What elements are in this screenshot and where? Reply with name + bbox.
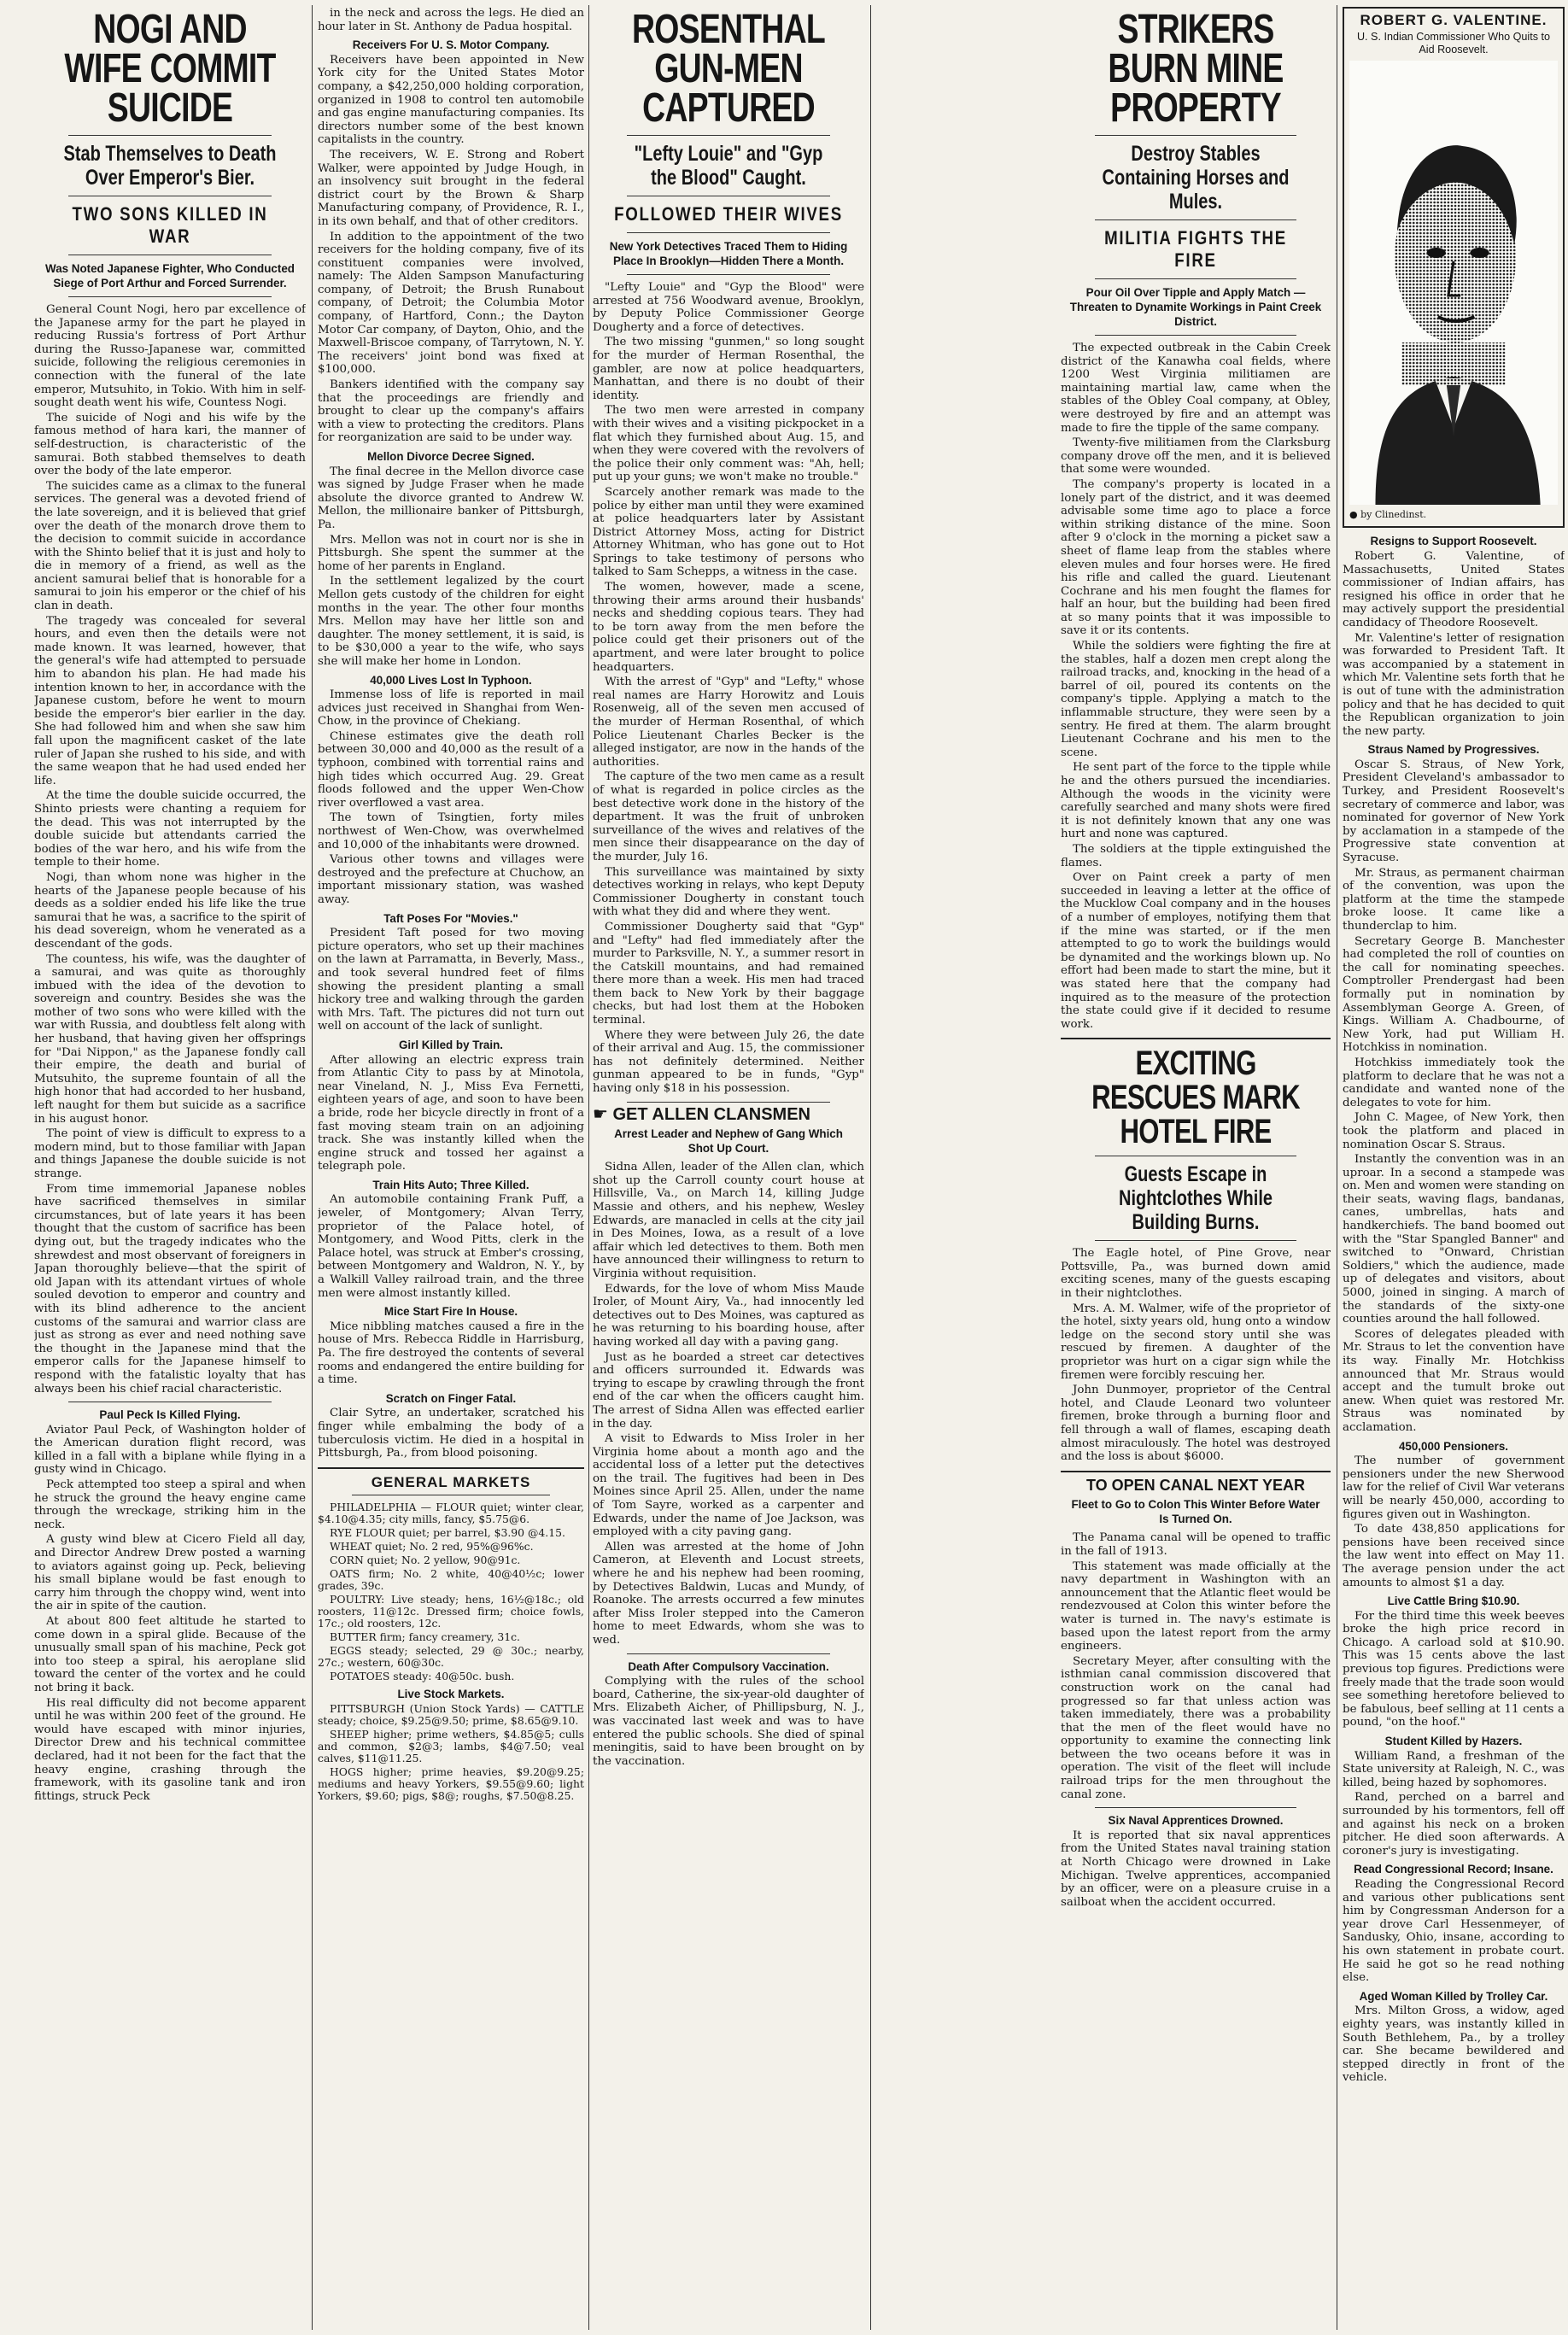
market-line: PHILADELPHIA — FLOUR quiet; winter clear, $4.10@4.35; city mills, fancy, $5.75@6. <box>318 1501 584 1526</box>
markets-head: GENERAL MARKETS <box>371 1473 531 1490</box>
paragraph: Oscar S. Straus, of New York, President Cleveland's ambassador to Turkey, and President Roosevelt's secretary of commerce and labor, was nominated for governor of New York by acclamation in a stampede of the Progressive state convention at Syracuse. <box>1343 758 1565 865</box>
subhead2-strikers: MILITIA FIGHTS THE FIRE <box>1104 227 1287 271</box>
paragraph: Chinese estimates give the death roll between 30,000 and 40,000 as the result of a typhoon, combined with torrential rains and high tides which occurred Aug. 29. Great floods followed and the upper Wen-Chow river overflowed a vast area. <box>318 729 584 810</box>
section-head-cattle: Live Cattle Bring $10.90. <box>1387 1595 1520 1608</box>
column-rule <box>588 5 589 2330</box>
paragraph: Secretary George B. Manchester had completed the roll of counties on the call for nominating speeches. Comptroller Prendergast had been formally put in nomination by Assemblyman George A. Green, of Kings. William A. Chadbourne, of New York, had put William H. Hotchkiss in nomination. <box>1343 934 1565 1055</box>
section-head-hazers: Student Killed by Hazers. <box>1384 1735 1523 1748</box>
paragraph: Hotchkiss immediately took the platform to declare that he was not a candidate and wanted none of the delegates to vote for him. <box>1343 1056 1565 1109</box>
paragraph: He sent part of the force to the tipple while he and the others pursued the incendiaries. Although the woods in the vicinity were carefully searched and many shots were fired it is not definitely known that any one was hurt and none was captured. <box>1061 761 1331 841</box>
section-head-livestock: Live Stock Markets. <box>397 1688 505 1701</box>
paragraph: The number of government pensioners under the new Sherwood law for the relief of Civil War veterans will be nearly 450,000, according to figures given out in Washington. <box>1343 1454 1565 1521</box>
paragraph: A gusty wind blew at Cicero Field all day, and Director Andrew Drew posted a warning to aviators against going up. Peck, believing his small biplane would be fast enough to carry him through the choppy wind, went into the air in spite of the caution. <box>34 1533 306 1613</box>
paragraph: While the soldiers were fighting the fire at the stables, half a dozen men crept along the railroad tracks, and, knocking in the head of a barrel of oil, poured its contents on the company's tipple. Applying a match to the inflammable structure, they were seen by a sentry. He fired at them. The alarm brought Lieutenant Cochrane and his men to the scene. <box>1061 640 1331 759</box>
headline-allen <box>593 1104 864 1124</box>
pointing-hand-icon: ☛ <box>593 1104 608 1124</box>
deck-strikers: Pour Oil Over Tipple and Apply Match — Threaten to Dynamite Workings in Paint Creek District. <box>1069 286 1322 328</box>
headline-canal: TO OPEN CANAL NEXT YEAR <box>1085 1476 1306 1494</box>
paragraph: John Dunmoyer, proprietor of the Central hotel, and Claude Leonard two volunteer firemen, broke through a burning floor and fell through a wall of flames, escaping death almost miraculously. The hotel was destroyed and the loss is about $6000. <box>1061 1384 1331 1464</box>
paragraph: The two men were arrested in company with their wives and a visiting pickpocket in a flat which they furnished about Aug. 15, and when they were covered with the revolvers of the police their only comment was: "Ah, hell; put up your guns; we won't make no trouble." <box>593 404 864 484</box>
paragraph: Sidna Allen, leader of the Allen clan, which shot up the Carroll county court house at Hillsville, Va., on March 14, killing Judge Massie and others, and his nephew, Wesley Edwards, are manacled in cells at the city jail in Des Moines, Iowa, as a result of a love affair which led detectives to them. Both men have announced their willingness to return to Virginia without requisition. <box>593 1161 864 1280</box>
paragraph: Mrs. Mellon was not in court nor is she in Pittsburgh. She spent the summer at the home of her parents in England. <box>318 533 584 573</box>
column-rosenthal <box>593 7 864 2328</box>
paragraph: Mrs. A. M. Walmer, wife of the proprietor of the hotel, sixty years old, hung onto a window ledge on the second story until she was rescued by firemen. A daughter of the proprietor was hurt on a cigar sign while the firemen were forcibly rescuing her. <box>1061 1302 1331 1382</box>
paragraph: The Panama canal will be opened to traffic in the fall of 1913. <box>1061 1531 1331 1558</box>
paragraph: Receivers have been appointed in New York city for the United States Motor company, a $42,250,000 holding corporation, organized in 1908 to control ten automobile and gas engine manufacturing companies. Its directors number some of the best known capitalists in the country. <box>318 53 584 147</box>
subhead2-nogi: TWO SONS KILLED IN WAR <box>72 203 268 247</box>
paragraph: The point of view is difficult to express to a modern mind, but to those familiar with Japan and things Japanese the double suicide is not strange. <box>34 1127 306 1180</box>
deck-nogi: Was Noted Japanese Fighter, Who Conducted Siege of Port Arthur and Forced Surrender. <box>45 262 295 290</box>
paragraph: Commissioner Dougherty said that "Gyp" and "Lefty" had fled immediately after the murder to Parksville, N. Y., a summer resort in the Catskill mountains, and had remained there more than a week. His men had traced them back to New York by their baggage checks, but had lost them at the Hoboken terminal. <box>593 920 864 1027</box>
paragraph: The town of Tsingtien, forty miles northwest of Wen-Chow, was overwhelmed and 10,000 of the inhabitants were drowned. <box>318 811 584 851</box>
paragraph: Mr. Straus, as permanent chairman of the convention, was upon the platform at the time the stampede broke loose. It came like a thunderclap to him. <box>1343 866 1565 933</box>
subhead-strikers: Destroy Stables Containing Horses and Mules. <box>1102 142 1290 214</box>
paragraph: After allowing an electric express train from Atlantic City to pass by at Minotola, near Vineland, N. J., Miss Eva Fernetti, eighteen years of age, and soon to have been a bride, rode her bicycle directly in front of a fast moving steam train on an adjoining track. She was instantly killed when the engine struck and tossed her against a telegraph pole. <box>318 1053 584 1173</box>
market-line: WHEAT quiet; No. 2 red, 95%@96%c. <box>330 1540 534 1554</box>
paragraph: Allen was arrested at the home of John Cameron, at Eleventh and Locust streets, where he and his nephew had been rooming, by Detectives Baldwin, Lucas and Mundy, of Roanoke. The arrests occurred a few minutes after Miss Iroler stepped into the Cameron home to meet Edwards, whom she was to wed. <box>593 1540 864 1647</box>
column-valentine <box>1343 7 1565 2328</box>
paragraph: Bankers identified with the company say that the proceedings are friendly and brought to clear up the company's affairs with a view to protecting the creditors. Plans for reorganization are said to be under way. <box>318 378 584 445</box>
headline-nogi: NOGI AND WIFE COMMIT SUICIDE <box>64 7 276 131</box>
paragraph: In the settlement legalized by the court Mellon gets custody of the children for eight months in the year. The other four months Mrs. Mellon may have her little son and daughter. The money settlement, it is said, is to be $30,000 a year to the wife, who says she will make her home in London. <box>318 575 584 668</box>
paragraph: Where they were between July 26, the date of their arrival and Aug. 15, the commissioner has not definitely determined. Neither gunman appeared to be in funds, "Gyp" having only $18 in his possession. <box>593 1028 864 1096</box>
market-line: HOGS higher; prime heavies, $9.20@9.25; mediums and heavy Yorkers, $9.55@9.60; light Yorkers, $9.60; pigs, $8@; roughs, $7.50@8.25. <box>318 1764 584 1802</box>
column-rule <box>312 5 313 2330</box>
paragraph: This statement was made officially at the navy department in Washington with an announcement that the Atlantic fleet would be rendezvoused at Colon this winter before the water is turned in. The navy's estimate is based upon the latest report from the army engineers. <box>1061 1560 1331 1653</box>
paragraph: Over on Paint creek a party of men succeeded in leaving a letter at the office of the Mucklow Coal company and in the houses of a number of employes, notifying them that if the mine was started, or if the men attempted to go to work the buildings would be dynamited and the workings blown up. No effort had been made to start the mine, but it was stated here that the company had inquired as to the measure of the protection the state could give if it decided to resume work. <box>1061 871 1331 1031</box>
section-head-auto: Train Hits Auto; Three Killed. <box>372 1178 529 1191</box>
paragraph: Instantly the convention was in an uproar. In a second a stampede was on. Men and women were standing on their seats, waving flags, bandanas, canes, umbrellas, hats and handkerchiefs. The band boomed out with the "Star Spangled Banner" and switched to "Onward, Christian Soldiers," which the audience, made up of delegates and visitors, about 5000, joined in singing. A march of the standards of the sixty-one counties around the hall followed. <box>1343 1153 1565 1326</box>
section-head-vaccination: Death After Compulsory Vaccination. <box>628 1659 829 1673</box>
markets-list <box>318 1501 584 1682</box>
headline-strikers: STRIKERS BURN MINE PROPERTY <box>1108 7 1284 131</box>
paragraph: Immense loss of life is reported in mail advices just received in Shanghai from Wen-Chow, in the province of Chekiang. <box>318 688 584 729</box>
paragraph: This surveillance was maintained by sixty detectives working in relays, who kept Deputy Commissioner Dougherty in constant touch with what they did and where they went. <box>593 865 864 919</box>
paragraph: The receivers, W. E. Strong and Robert Walker, were appointed by Judge Hough, in an insolvency suit brought in the federal district court by the Brown & Sharp Manufacturing company, of Providence, R. I., in its own behalf, and that of other creditors. <box>318 148 584 228</box>
section-head-taft: Taft Poses For "Movies." <box>383 911 518 925</box>
section-head-girl: Girl Killed by Train. <box>398 1038 504 1051</box>
paragraph: Clair Sytre, an undertaker, scratched his finger while embalming the body of a tuberculosis victim. He died in a hospital in Pittsburgh, Pa., from blood poisoning. <box>318 1407 584 1460</box>
paragraph: From time immemorial Japanese nobles have sacrificed themselves in similar circumstances, but of late years it has been thought that the custom of sacrifice has been dying out, but the tragedy indicates who the shrewdest and most observant of foreigners in Japan thoroughly believe—that the spirit of old Japan with its attendant virtues of whole souled devotion to emperor and country and with its blind adherence to the ancient customs of the samurai and warrior class are just as strong as ever and need nothing save the thought in the Japanese mind that the emperor calls for the Japanese himself to respond with the fatalistic loyalty that has always been his chief racial characteristic. <box>34 1182 306 1396</box>
paragraph: A visit to Edwards to Miss Iroler in her Virginia home about a month ago and the accidental loss of a letter put the detectives on the trail. The fugitives had been in Des Moines since April 25. Allen, under the name of Tom Sayre, worked as a carpenter and Edwards, under the name of Joe Jackson, was employed with a city paving gang. <box>593 1432 864 1539</box>
paragraph: The two missing "gunmen," so long sought for the murder of Herman Rosenthal, the gambler, are now at police headquarters, Manhattan, and there is no doubt of their identity. <box>593 336 864 402</box>
paragraph: Just as he boarded a street car detectives and officers surrounded it. Edwards was trying to escape by crawling through the front end of the car when the officers caught him. The arrest of Sidna Allen was effected earlier in the day. <box>593 1350 864 1431</box>
paragraph: The suicide of Nogi and his wife by the famous method of hara kari, the manner of self-destruction, is characteristic of the samurai. Both stabbed themselves to death over the body of the late emperor. <box>34 411 306 478</box>
section-head-motor: Receivers For U. S. Motor Company. <box>352 38 550 52</box>
paragraph: General Count Nogi, hero par excellence of the Japanese army for the part he played in reducing Russia's fortress of Port Arthur during the Russo-Japanese war, committed suicide, following the religious ceremonies in connection with the funeral of the late emperor, Mutsuhito, in Tokio. With him in self-sought death went his wife, Countess Nogi. <box>34 303 306 410</box>
paragraph: The tragedy was concealed for several hours, and even then the details were not made known. It was learned, however, that the general's wife had attempted to persuade him to abandon his plan. He had made his intention known to her, in accordance with the Japanese custom, before he went to mourn beside the emperor's bier earlier in the day. She had followed him and when she saw him fall upon the magnificent casket of the late ruler of Japan she rushed to his side, and with the same weapon that he had used ended her life. <box>34 614 306 787</box>
subhead-hotel: Guests Escape in Nightclothes While Building Burns. <box>1119 1162 1273 1235</box>
section-head-navy: Six Naval Apprentices Drowned. <box>1108 1814 1284 1828</box>
paragraph: The women, however, made a scene, throwing their arms around their husbands' necks and shedding copious tears. They had to be torn away from the men before the police could get their prisoners out of the apartment, and were later brought to police headquarters. <box>593 581 864 674</box>
paragraph: Twenty-five militiamen from the Clarksburg company drove off the men, and it is believed that some were wounded. <box>1061 436 1331 477</box>
paragraph: His real difficulty did not become apparent until he was within 200 feet of the ground. He would have escaped with minor injuries, Director Drew and his technical committee declared, had it not been for the fact that the heavy engine, crashing through the framework, with its gasoline tank and iron fittings, struck Peck <box>34 1696 306 1803</box>
paragraph: Scores of delegates pleaded with Mr. Straus to let the convention have its way. Finally Mr. Hotchkiss announced that Mr. Straus would accept and the tumult broke out anew. When quiet was restored Mr. Straus was nominated by acclamation. <box>1343 1327 1565 1434</box>
section-head-pension: 450,000 Pensioners. <box>1398 1439 1509 1453</box>
paragraph: William Rand, a freshman of the State university at Raleigh, N. C., was killed, being hazed by sophomores. <box>1343 1749 1565 1789</box>
paragraph: Edwards, for the love of whom Miss Maude Iroler, of Mount Airy, Va., had innocently led detectives out to Des Moines, was captured as he was returning to his boarding house, after having worked all day with a paving gang. <box>593 1282 864 1349</box>
section-head-resigns: Resigns to Support Roosevelt. <box>1370 535 1537 548</box>
paragraph: Mice nibbling matches caused a fire in the house of Mrs. Rebecca Riddle in Harrisburg, Pa. The fire destroyed the contents of several rooms and endangered the entire building for a time. <box>318 1320 584 1387</box>
paragraph: Rand, perched on a barrel and surrounded by his tormentors, fell off and against his neck on a broken pitcher. He died soon afterwards. A coroner's jury is investigating. <box>1343 1791 1565 1858</box>
section-head-finger: Scratch on Finger Fatal. <box>385 1391 517 1405</box>
market-line: BUTTER firm; fancy creamery, 31c. <box>330 1630 520 1644</box>
deck-canal: Fleet to Go to Colon This Winter Before Water Is Turned On. <box>1071 1498 1320 1526</box>
photo-credit-text: by Clinedinst. <box>1360 508 1427 520</box>
paragraph: The countess, his wife, was the daughter of a samurai, and was quite as thoroughly imbued with the idea of the devotion to sovereign and country. Besides she was the mother of two sons who were killed with the war with Russia, and doubtless felt along with her husband, that having given her offsprings for "Dai Nippon," as the Japanese fondly call their empire, the death and burial of Mutsuhito, the supreme fountain of all the high honor that had accorded to her husband, left naught for them but suicide as a sacrifice in his august honor. <box>34 952 306 1126</box>
headline-hotel: EXCITING RESCUES MARK HOTEL FIRE <box>1091 1045 1300 1151</box>
deck-allen: Arrest Leader and Nephew of Gang Which Shot Up Court. <box>614 1127 843 1156</box>
portrait-photo <box>1349 61 1558 505</box>
paragraph: The suicides came as a climax to the funeral services. The general was a devoted friend of the late sovereign, and it is believed that grief over the death of the monarch drove them to the decision to commit suicide in accordance with the Shinto belief that it is just and holy to die in memory of a friend, as well as the ancient samurai belief that is honorable for a samurai to join his emperor or the chief of his clan in death. <box>34 479 306 613</box>
portrait-title: ROBERT G. VALENTINE. <box>1360 12 1548 28</box>
paragraph: The soldiers at the tipple extinguished the flames. <box>1061 842 1331 869</box>
column-briefs <box>318 7 584 2328</box>
section-head-straus: Straus Named by Progressives. <box>1367 743 1540 757</box>
portrait-illustration <box>1349 61 1558 505</box>
subhead-rosenthal: "Lefty Louie" and "Gyp the Blood" Caught. <box>634 142 823 190</box>
paragraph: Aviator Paul Peck, of Washington holder of the American duration flight record, was killed in a fall with a biplane while flying in a gusty wind in Chicago. <box>34 1423 306 1477</box>
paragraph: Robert G. Valentine, of Massachusetts, United States commissioner of Indian affairs, has resigned his office in order that he may actively support the presidential candidacy of Theodore Roosevelt. <box>1343 549 1565 629</box>
paragraph: President Taft posed for two moving picture operators, who set up their machines on the lawn at Parramatta, in Beverly, Mass., and took several hundred feet of films showing the president planting a small hickory tree and walking through the garden with Mrs. Taft. The pictures did not turn out well on account of the lack of sunlight. <box>318 927 584 1033</box>
section-head-mice: Mice Start Fire In House. <box>383 1305 518 1319</box>
market-line: EGGS steady; selected, 29 @ 30c.; nearby, 27c.; western, 60@30c. <box>318 1644 584 1670</box>
paragraph: in the neck and across the legs. He died an hour later in St. Anthony de Padua hospital. <box>318 7 584 33</box>
paragraph: The capture of the two men came as a result of what is regarded in police circles as the best detective work done in the history of the department. It was the fruit of unbroken surveillance of the wives and relatives of the men since their disappearance on the day of the murder, July 16. <box>593 770 864 863</box>
paragraph: To date 438,850 applications for pensions have been received since the law went into effect on May 11. The average pension under the act amounts to almost $1 a day. <box>1343 1523 1565 1589</box>
market-line: CORN quiet; No. 2 yellow, 90@91c. <box>330 1554 521 1567</box>
section-head-mellon: Mellon Divorce Decree Signed. <box>367 450 535 463</box>
column-rule <box>870 5 871 2330</box>
subhead-nogi: Stab Themselves to Death Over Emperor's Bier. <box>63 142 277 190</box>
section-head-trolley: Aged Woman Killed by Trolley Car. <box>1359 1989 1548 2003</box>
paragraph: Scarcely another remark was made to the police by either man until they were examined at police headquarters later by Assistant District Attorney Moss, acting for District Attorney Whitman, who has gone out to Hot Springs to take testimony of persons who talked to Sam Schepps, a witness in the case. <box>593 485 864 579</box>
paragraph: Reading the Congressional Record and various other publications sent him by Congressman Anderson for a year drove Carl Hessenmeyer, of Sandusky, Ohio, insane, according to his own statement in probate court. He said he got so he read nothing else. <box>1343 1877 1565 1985</box>
paragraph: In addition to the appointment of the two receivers for the holding company, five of its constituent companies were involved, namely: The Alden Sampson Manufacturing company, of Detroit; the Brush Runabout company, of Detroit; the Columbia Motor company, of Hartford, Conn.; the Dayton Motor Car company, of Dayton, Ohio, and the Maxwell-Briscoe company, of Tarrytown, N. Y. The receivers' joint bond was fixed at $100,000. <box>318 230 584 377</box>
paragraph: For the third time this week beeves broke the high price record in Chicago. A carload sold at $10.90. This was 15 cents above the last previous top figures. Predictions were freely made that the trade soon would see something heretofore believed to be fabulous, beef selling at 11 cents a pound, "on the hoof." <box>1343 1609 1565 1729</box>
section-head-peck: Paul Peck Is Killed Flying. <box>99 1408 241 1422</box>
paragraph: John C. Magee, of New York, then took the platform and placed in nomination Oscar S. Straus. <box>1343 1111 1565 1151</box>
paragraph: Mrs. Milton Gross, a widow, aged eighty years, was instantly killed in South Bethlehem, Pa., by a trolley car. She became bewildered and stepped directly in front of the vehicle. <box>1343 2004 1565 2085</box>
paragraph: Secretary Meyer, after consulting with the isthmian canal commission discovered that construction work on the canal had progressed so far that unless action was taken immediately, there was a probability that the men of the fleet would have no opportunity to examine the connecting link between the two oceans before it was in operation. The visit of the fleet will include railroad trips for the men throughout the canal zone. <box>1061 1654 1331 1801</box>
paragraph: At about 800 feet altitude he started to come down in a spiral glide. Because of the unusually small span of his machine, Peck got into too steep a spiral, his aeroplane slid toward the center of the vortex and he could not bring it back. <box>34 1615 306 1694</box>
paragraph: Various other towns and villages were destroyed and the prefecture at Chuchow, an important missionary station, was washed away. <box>318 853 584 906</box>
column-nogi <box>34 7 306 2328</box>
portrait-deck: U. S. Indian Commissioner Who Quits to Aid Roosevelt. <box>1356 30 1551 56</box>
portrait-box <box>1343 7 1565 528</box>
paragraph: Complying with the rules of the school board, Catherine, the six-year-old daughter of Mrs. Elizabeth Aicher, of Phillipsburg, N. J., was vaccinated last week and was to have entered the public schools. She died of spinal meningitis, said to have been brought on by the vaccination. <box>593 1675 864 1768</box>
column-strikers <box>1061 7 1331 2328</box>
headline-allen-text: GET ALLEN CLANSMEN <box>612 1104 810 1124</box>
paragraph: At the time the double suicide occurred, the Shinto priests were chanting a requiem for the dead. This was not interrupted by the double suicide but attendants carried the bodies of the war hero, and his wife from the temple to their home. <box>34 789 306 869</box>
subhead2-rosenthal: FOLLOWED THEIR WIVES <box>614 203 843 225</box>
market-line: POTATOES steady: 40@50c. bush. <box>330 1670 515 1683</box>
market-line: POULTRY: Live steady; hens, 16½@18c.; old roosters, 11@12c. Dressed firm; choice fowls, 17c.; old roosters, 12c. <box>318 1593 584 1630</box>
paragraph: The final decree in the Mellon divorce case was signed by Judge Fraser when he made absolute the divorce granted to Andrew W. Mellon, the millionaire banker of Pittsburgh, Pa. <box>318 465 584 531</box>
livestock-list <box>318 1703 584 1802</box>
paragraph: Nogi, than whom none was higher in the hearts of the Japanese people because of his deeds as a soldier ended his life like the true samurai that he was, a sacrifice to the spirit of his dead sovereign, whom he venerated as a descendant of the gods. <box>34 870 306 951</box>
market-line: SHEEP higher; prime wethers, $4.85@5; culls and common, $2@3; lambs, $4@7.50; veal calves, $11@11.25. <box>318 1727 584 1764</box>
paragraph: The expected outbreak in the Cabin Creek district of the Kanawha coal fields, where 1200 West Virginia militiamen are maintaining martial law, came when the stables of the Obley Coal company, at Obley, were destroyed by fire and an attempt was made to fire the tipple of the same company. <box>1061 342 1331 435</box>
paragraph: Peck attempted too steep a spiral and when he struck the ground the heavy engine came through the wreckage, striking him in the neck. <box>34 1478 306 1531</box>
market-line: PITTSBURGH (Union Stock Yards) — CATTLE steady; choice, $9.25@9.50; prime, $8.65@9.10. <box>318 1701 584 1727</box>
paragraph: Mr. Valentine's letter of resignation was forwarded to President Taft. It was accompanied by a statement in which Mr. Valentine sets forth that he is out of tune with the administration policy and that he has decided to quit the Republican organization to join the new party. <box>1343 631 1565 738</box>
market-line: OATS firm; No. 2 white, 40@40½c; lower grades, 39c. <box>318 1567 584 1593</box>
market-line: RYE FLOUR quiet; per barrel, $3.90 @4.15. <box>330 1526 565 1540</box>
paragraph: The Eagle hotel, of Pine Grove, near Pottsville, Pa., was burned down amid exciting scenes, many of the guests escaping in their nightclothes. <box>1061 1247 1331 1301</box>
paragraph: The company's property is located in a lonely part of the district, and it was deemed advisable some time ago to place a force within striking distance of the mine. Soon after 9 o'clock in the morning a picket saw a sheet of flame leap from the stables where eleven mules and four horses were. He fired his rifle and called the guard. Lieutenant Cochrane and his men fought the flames for half an hour, but the building had been fired at so many points that it was impossible to save it or its contents. <box>1061 477 1331 638</box>
paragraph: "Lefty Louie" and "Gyp the Blood" were arrested at 756 Woodward avenue, Brooklyn, by Deputy Police Commissioner George Dougherty and a force of detectives. <box>593 281 864 334</box>
paragraph: With the arrest of "Gyp" and "Lefty," whose real names are Harry Horowitz and Louis Rosenweig, all of the seven men accused of the murder of Herman Rosenthal, of which Police Lieutenant Charles Becker is the alleged instigator, are now in the hands of the authorities. <box>593 676 864 769</box>
deck-rosenthal: New York Detectives Traced Them to Hiding Place In Brooklyn—Hidden There a Month. <box>609 240 848 267</box>
section-head-record: Read Congressional Record; Insane. <box>1354 1863 1553 1876</box>
paragraph: An automobile containing Frank Puff, a jeweler, of Montgomery; Alvan Terry, proprietor of the Palace hotel, of Montgomery, and Wood Pitts, clerk in the Palace hotel, was struck at Ember's crossing, between Montgomery and Waldron, N. Y., by a Walkill Valley railroad train, and the three men were almost instantly killed. <box>318 1193 584 1300</box>
photo-credit: ● by Clinedinst. <box>1349 508 1427 520</box>
paragraph: It is reported that six naval apprentices from the United States naval training station at North Chicago were drowned in Lake Michigan. Twelve apprentices, accompanied by an officer, were on a pleasure cruise in a sailboat when the accident occurred. <box>1061 1829 1331 1909</box>
headline-rosenthal: ROSENTHAL GUN-MEN CAPTURED <box>632 7 825 131</box>
section-head-typhoon: 40,000 Lives Lost In Typhoon. <box>370 673 532 687</box>
